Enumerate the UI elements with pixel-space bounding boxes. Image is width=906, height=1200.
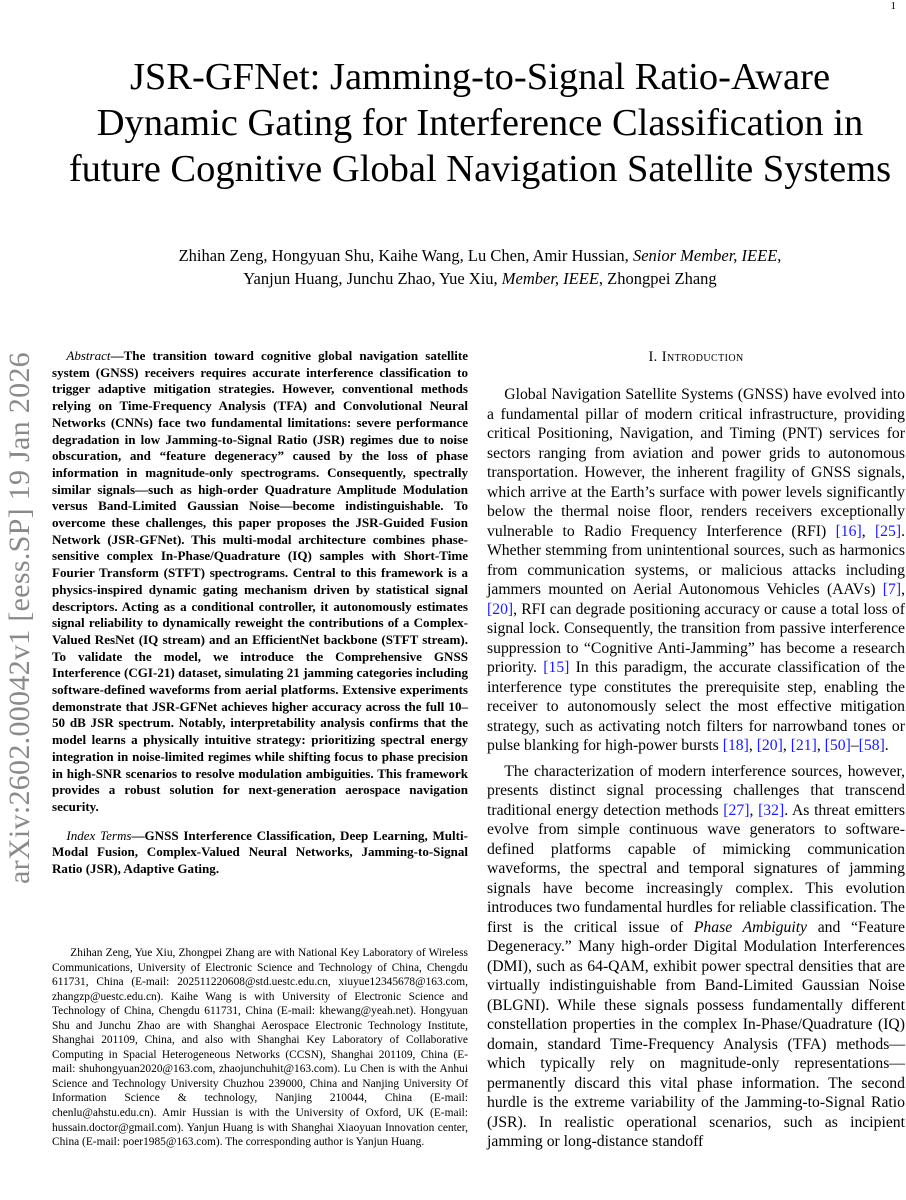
text-run: Global Navigation Satellite Systems (GNSS) have evolved into a fundamental pillar of modern critical infrastructure, providing critical Positioning, Navigation, and Timing (PNT) services for sectors ranging from aviation and power grids to autonomous transportation. However, the inherent fragility of GNSS signals, which arrive at the Earth’s surface with power levels significantly below the thermal noise floor, renders receivers exceptionally vulnerable to Radio Frequency Interference (RFI) — [487, 386, 905, 540]
author-affiliations-footnote: Zhihan Zeng, Yue Xiu, Zhongpei Zhang are with National Key Laboratory of Wireless Communications, University of Electronic Science and Technology of China, Chengdu 611731, China (E-mail: 202511220608@std.uestc.edu.cn, xiuyue12345678@163.com, zhangzp@uestc.edu.cn). Kaihe Wang is with University of Electronic Science and Technology of China, Chengdu 611731, China (E-mail: khewang@yeah.net). Hongyuan Shu and Junchu Zhao are with Shanghai Aerospace Electronic Technology Institute, Shanghai 201109, China, and also with Shanghai Key Laboratory of Collaborative Computing in Spacial Heterogeneous Networks (CCSN), Shanghai 201109, China (E-mail: shuhongyuan2020@163.com, zhaojunchuhit@163.com). Lu Chen is with the Anhui Science and Technology University Chuzhou 239000, China and Nanjing University Of Information Science & technology, Nanjing 210044, China (E-mail: chenlu@ahstu.edu.cn). Amir Hussian is with the University of Oxford, UK (E-mail: hussain.doctor@gmail.com). Yanjun Huang is with Shanghai Xiaoyuan Innovation center, China (E-mail: poer1985@163.com). The corresponding author is Yanjun Huang. — [52, 947, 468, 1149]
author-line-2-end: , Zhongpei Zhang — [598, 269, 717, 288]
text-run: , — [749, 801, 759, 819]
citation-link[interactable]: [20] — [487, 600, 514, 618]
text-run: The characterization of modern interference sources, however, presents distinct signal processing challenges that transcend traditional energy detection methods — [487, 762, 905, 819]
index-terms — [52, 828, 468, 878]
citation-link[interactable]: [58] — [858, 737, 885, 754]
section-heading-introduction: I. Introduction — [648, 349, 744, 365]
text-run: In this paradigm, the accurate classification of the interference type constitutes the prerequisite step, enabling the receiver to autonomously select the most effective mitigation strategy, such as activating notch filters for narrowband tones or pulse blanking for high-power bursts — [487, 659, 905, 754]
page-number: 1 — [890, 0, 896, 12]
author-names-2: Yanjun Huang, Junchu Zhao, Yue Xiu, — [243, 269, 502, 288]
abstract — [52, 348, 468, 816]
text-run: , — [861, 522, 875, 540]
citation-link[interactable]: [16] — [835, 522, 862, 540]
intro-paragraph-1 — [487, 385, 905, 756]
author-role-2: Member, IEEE — [501, 269, 599, 288]
citation-link[interactable]: [20] — [756, 737, 783, 754]
text-run: . — [884, 737, 889, 754]
author-line-2 — [60, 267, 900, 290]
text-run: , RFI can degrade positioning accuracy or cause a total loss of signal lock. Consequently, the transition from passive interference suppression to “Cognitive Anti-Jamming” has become a research priority. — [487, 600, 905, 676]
text-run: and “Feature Degeneracy.” Many high-order Digital Modulation Interferences (DMI), such as 64-QAM, exhibit power spectral densities that are virtually indistinguishable from Band-Limited Gaussian Noise (BLGNI). While these signals possess fundamentally different constellation properties in the complex In-Phase/Quadrature (IQ) domain, standard Time-Frequency Analysis (TFA) methods—which typically rely on magnitude-only representations—permanently discard this vital phase information. The second hurdle is the extreme variability of the Jamming-to-Signal Ratio (JSR). In realistic operational scenarios, such as incipient jamming or long-distance standoff — [487, 918, 905, 1150]
citation-link[interactable]: [27] — [723, 801, 750, 819]
author-line-1 — [60, 244, 900, 267]
text-run: , — [782, 737, 791, 754]
text-run: , — [816, 737, 825, 754]
text-run: , — [901, 581, 905, 598]
citation-link[interactable]: [32] — [758, 801, 785, 819]
citation-link[interactable]: [15] — [543, 659, 570, 676]
author-names-1: Zhihan Zeng, Hongyuan Shu, Kaihe Wang, Lu Chen, Amir Hussian, — [178, 246, 633, 265]
left-column — [52, 348, 468, 891]
citation-link[interactable]: [25] — [874, 522, 902, 540]
text-run: . Whether stemming from unintentional sources, such as harmonics from communication systems, or malicious attacks including jammers mounted on Aerial Autonomous Vehicles (AAVs) — [487, 522, 905, 598]
right-column — [487, 348, 905, 1152]
abstract-lead: Abstract — [66, 348, 111, 363]
author-list — [60, 244, 900, 290]
author-role-1: Senior Member, IEEE — [632, 246, 778, 265]
text-run: . As threat emitters evolve from simple continuous wave generators to software-defined platforms capable of mimicking communication waveforms, the spectral and temporal signatures of jamming signals have become increasingly complex. This evolution introduces two fundamental hurdles for reliable classification. The first is the critical issue of — [487, 801, 906, 936]
intro-paragraph-2 — [487, 762, 905, 1152]
arxiv-sidebar — [2, 318, 38, 918]
citation-link[interactable]: [50] — [824, 737, 851, 754]
index-terms-text: —GNSS Interference Classification, Deep Learning, Multi-Modal Fusion, Complex-Valued Neural Networks, Jamming-to-Signal Ratio (JSR), Adaptive Gating. — [52, 827, 468, 877]
index-terms-lead: Index Terms — [66, 827, 132, 843]
paper-title: JSR-GFNet: Jamming-to-Signal Ratio-Aware Dynamic Gating for Interference Classification in future Cognitive Global Navigation Satellite Systems — [68, 56, 892, 190]
emphasis-text: Phase Ambiguity — [693, 918, 808, 936]
citation-link[interactable]: [7] — [882, 581, 902, 598]
arxiv-stamp: arXiv:2602.00042v1 [eess.SP] 19 Jan 2026 — [3, 352, 36, 884]
author-line-1-end: , — [777, 246, 782, 265]
text-run: – — [850, 737, 859, 754]
citation-link[interactable]: [21] — [790, 737, 817, 754]
text-run: , — [748, 737, 757, 754]
abstract-text: —The transition toward cognitive global navigation satellite system (GNSS) receivers requires accurate interference classification to trigger adaptive mitigation strategies. However, conventional methods relying on Time-Frequency Analysis (TFA) and Convolutional Neural Networks (CNNs) face two fundamental limitations: severe performance degradation in low Jamming-to-Signal Ratio (JSR) regimes due to noise obscuration, and “feature degeneracy” caused by the loss of phase information in magnitude-only spectrograms. Consequently, spectrally similar signals—such as high-order Quadrature Amplitude Modulation versus Band-Limited Gaussian Noise—become indistinguishable. To overcome these challenges, this paper proposes the JSR-Guided Fusion Network (JSR-GFNet). This multi-modal architecture combines phase-sensitive complex In-Phase/Quadrature (IQ) samples with Short-Time Fourier Transform (STFT) spectrograms. Central to this framework is a physics-inspired dynamic gating mechanism driven by statistical signal descriptors. Acting as a conditional controller, it autonomously estimates signal reliability to dynamically reweight the contributions of a Complex-Valued ResNet (IQ stream) and an EfficientNet backbone (STFT stream). To validate the model, we introduce the Comprehensive GNSS Interference (CGI-21) dataset, simulating 21 jamming categories including software-defined waveforms from aerial platforms. Extensive experiments demonstrate that JSR-GFNet achieves higher accuracy across the full 10–50 dB JSR spectrum. Notably, interpretability analysis confirms that the model learns a physically intuitive strategy: prioritizing spectral energy integration in noise-limited regimes while shifting focus to phase precision in high-SNR scenarios to resolve modulation ambiguities. This framework provides a robust solution for next-generation aerospace navigation security. — [52, 348, 468, 814]
citation-link[interactable]: [18] — [722, 737, 749, 754]
